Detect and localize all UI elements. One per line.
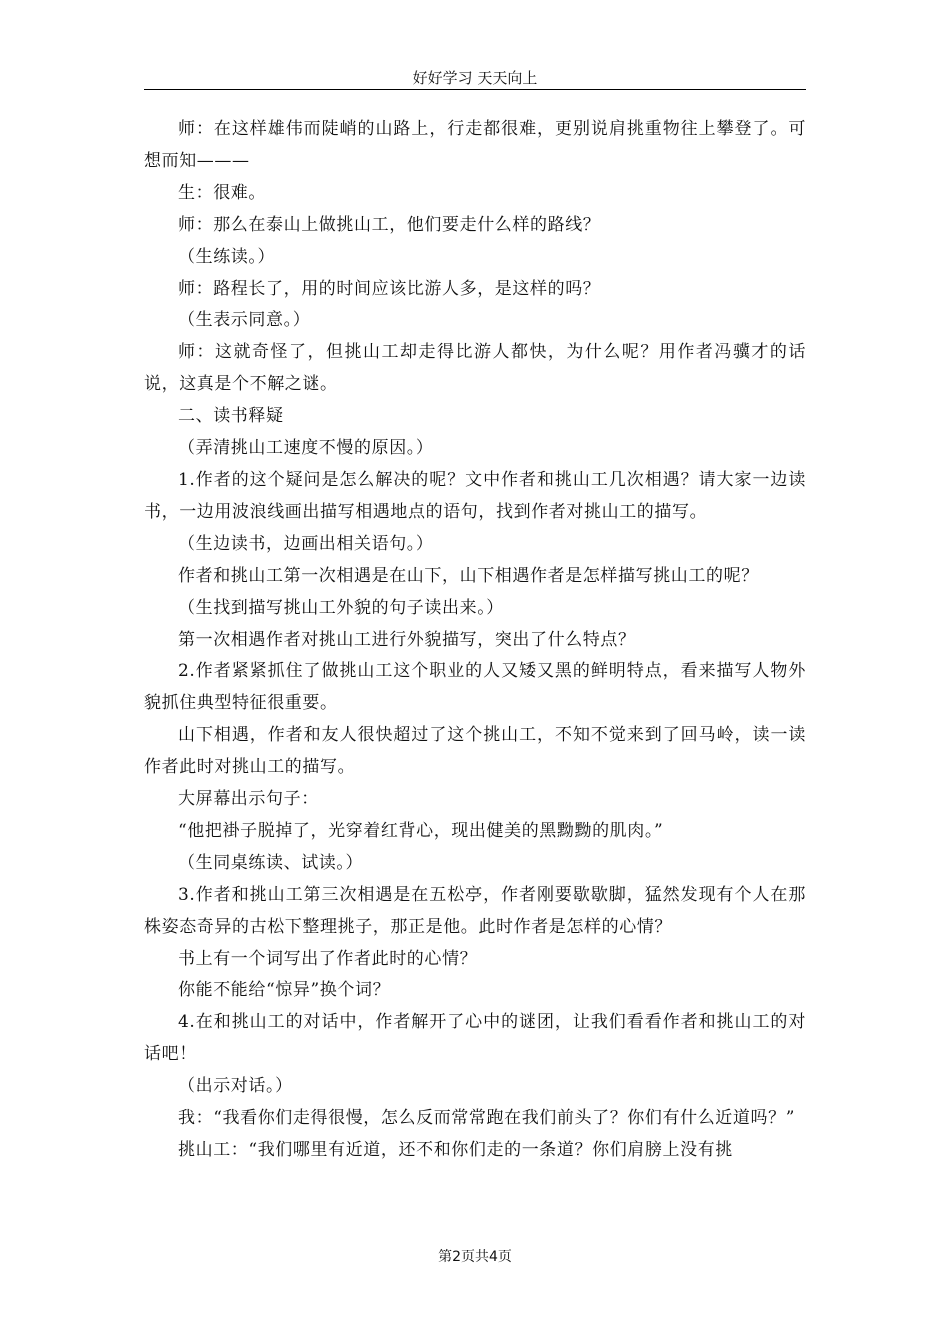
paragraph: （生边读书，边画出相关语句。）: [178, 533, 434, 554]
document-body: [144, 114, 806, 1167]
paragraph: （弄清挑山工速度不慢的原因。）: [178, 438, 434, 459]
paragraph: 师：路程长了，用的时间应该比游人多，是这样的吗？: [178, 278, 601, 299]
paragraph: （生找到描写挑山工外貌的句子读出来。）: [178, 597, 504, 618]
header-divider: [144, 89, 806, 90]
paragraph: （出示对话。）: [178, 1076, 293, 1097]
paragraph: 你能不能给“惊异”换个词？: [178, 980, 391, 1001]
paragraph: （生表示同意。）: [178, 310, 311, 331]
page-header: 好好学习 天天向上: [412, 69, 538, 87]
paragraph: 山下相遇，作者和友人很快超过了这个挑山工，不知不觉来到了回马岭，读一读作者此时对挑山工的描写。: [144, 725, 806, 778]
paragraph: 2.作者紧紧抓住了做挑山工这个职业的人又矮又黑的鲜明特点，看来描写人物外貌抓住典型特征很重要。: [144, 661, 806, 714]
paragraph: 大屏幕出示句子：: [178, 789, 319, 810]
paragraph: 1.作者的这个疑问是怎么解决的呢？文中作者和挑山工几次相遇？请大家一边读书，一边用波浪线画出描写相遇地点的语句，找到作者对挑山工的描写。: [144, 469, 806, 522]
paragraph: 4.在和挑山工的对话中，作者解开了心中的谜团，让我们看看作者和挑山工的对话吧！: [144, 1012, 806, 1065]
paragraph: （生同桌练读、试读。）: [178, 852, 364, 873]
paragraph: 我：“我看你们走得很慢，怎么反而常常跑在我们前头了？你们有什么近道吗？”: [178, 1108, 795, 1129]
paragraph: 3.作者和挑山工第三次相遇是在五松亭，作者刚要歇歇脚，猛然发现有个人在那株姿态奇异的古松下整理挑子，那正是他。此时作者是怎样的心情？: [144, 884, 806, 937]
paragraph: 师：这就奇怪了，但挑山工却走得比游人都快，为什么呢？用作者冯骥才的话说，这真是个不解之谜。: [144, 342, 806, 395]
paragraph: 作者和挑山工第一次相遇是在山下，山下相遇作者是怎样描写挑山工的呢？: [178, 565, 759, 586]
paragraph: 师：那么在泰山上做挑山工，他们要走什么样的路线？: [178, 214, 601, 235]
paragraph: （生练读。）: [178, 246, 276, 267]
page-number: 第2页共4页: [438, 1249, 512, 1265]
quoted-sentence: “他把褂子脱掉了，光穿着红背心，现出健美的黑黝黝的肌肉。”: [178, 820, 664, 841]
paragraph: 师：在这样雄伟而陡峭的山路上，行走都很难，更别说肩挑重物往上攀登了。可想而知———: [144, 119, 806, 171]
section-heading: 二、读书释疑: [178, 406, 284, 427]
paragraph: 挑山工：“我们哪里有近道，还不和你们走的一条道？你们肩膀上没有挑: [178, 1140, 733, 1160]
paragraph: 书上有一个词写出了作者此时的心情？: [178, 948, 478, 969]
paragraph: 生：很难。: [178, 182, 266, 203]
paragraph: 第一次相遇作者对挑山工进行外貌描写，突出了什么特点？: [178, 629, 636, 650]
